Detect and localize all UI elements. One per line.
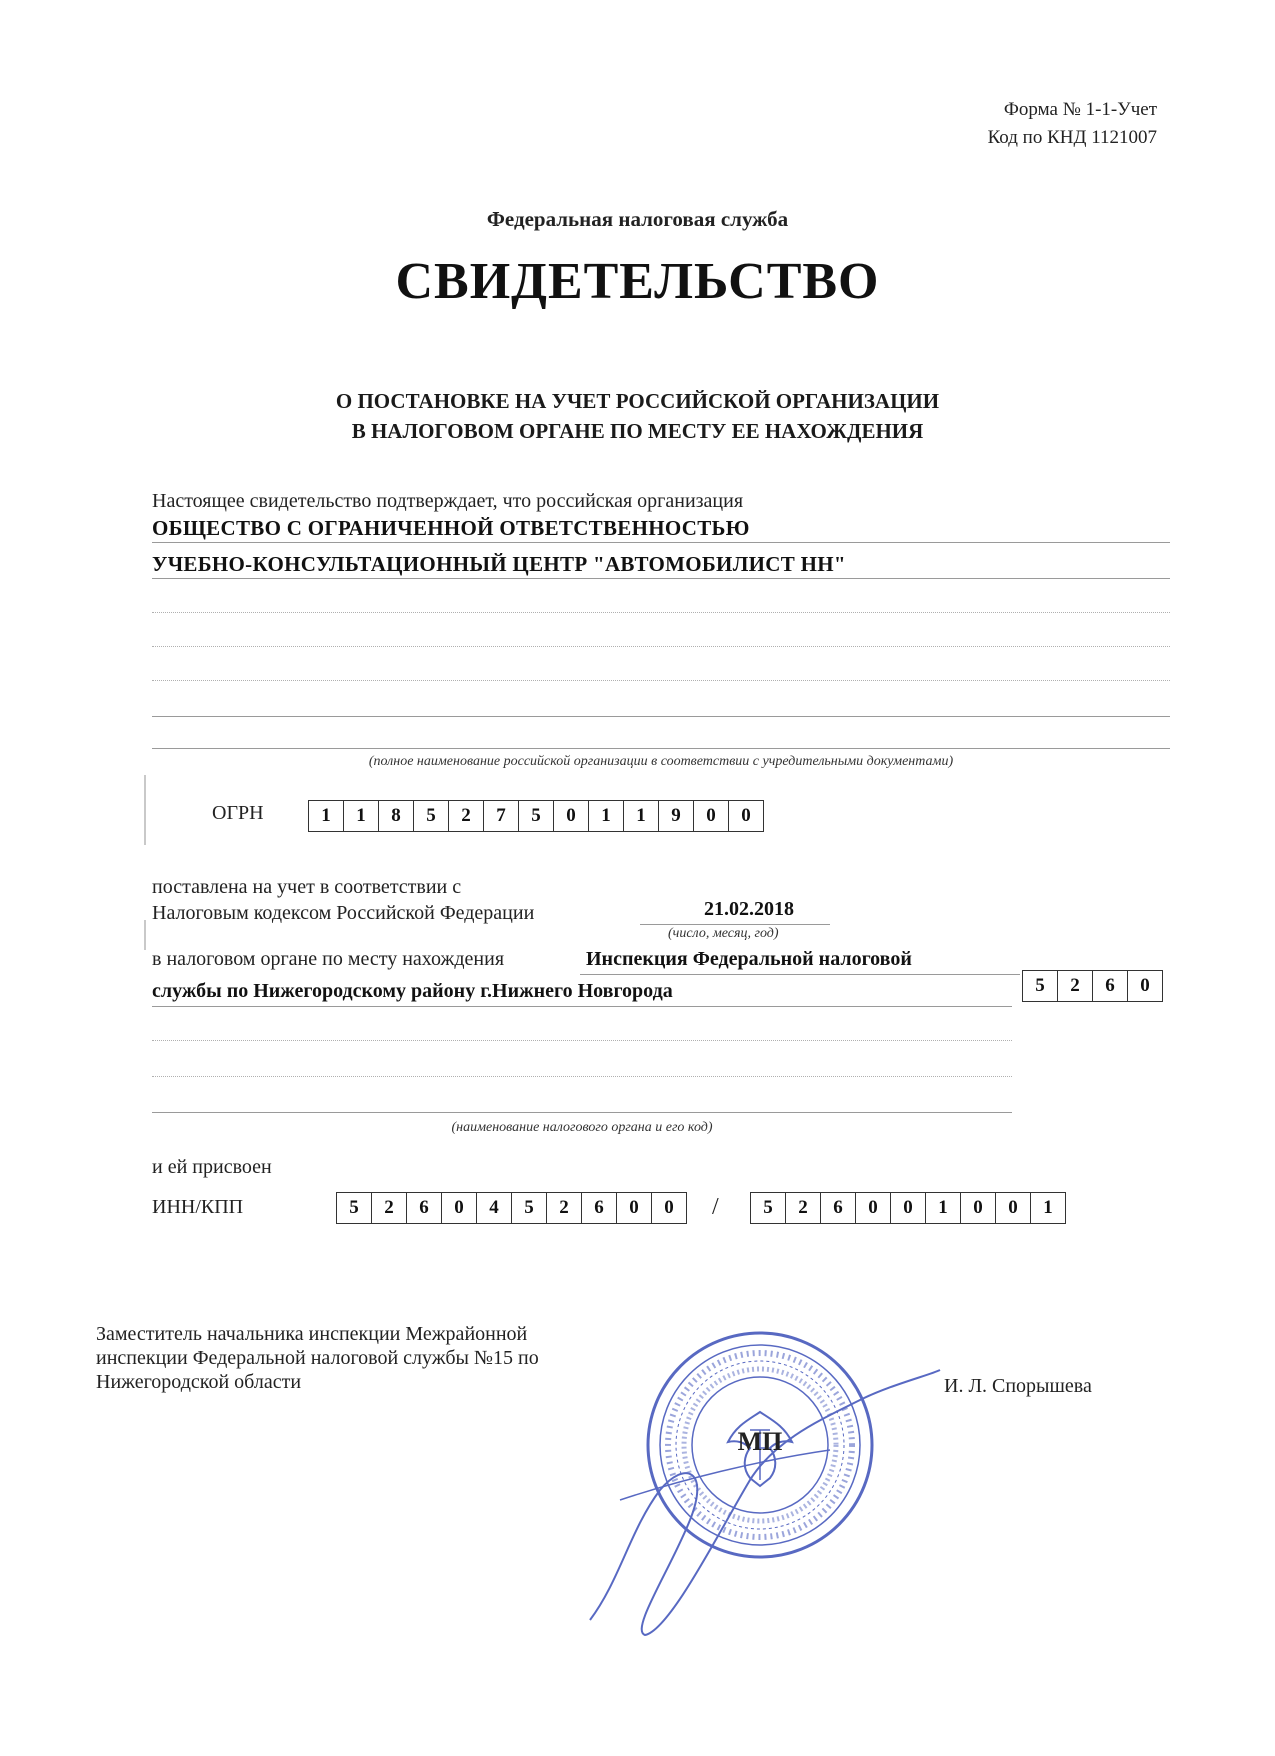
registered-line-2: Налоговым кодексом Российской Федерации	[152, 902, 535, 924]
inn-digit: 0	[664, 1197, 674, 1218]
inn-digit: 2	[547, 1193, 582, 1223]
tax-office-code-digit: 5	[1023, 971, 1058, 1001]
org-name-rule	[152, 542, 1170, 543]
ogrn-digit: 1	[309, 801, 344, 831]
blank-rule	[152, 1040, 1012, 1041]
inn-kpp-separator: /	[712, 1194, 719, 1220]
document-subtitle	[0, 386, 1275, 446]
blank-rule	[152, 1076, 1012, 1077]
caption-rule	[152, 1112, 1012, 1113]
ogrn-digit: 1	[344, 801, 379, 831]
tax-office-code-digit: 2	[1058, 971, 1093, 1001]
org-name-rule	[152, 578, 1170, 579]
inn-digit: 6	[582, 1193, 617, 1223]
tax-office-code-digit: 6	[1093, 971, 1128, 1001]
form-number-block	[988, 96, 1157, 152]
tax-office-prefix: в налоговом органе по месту нахождения	[152, 948, 505, 970]
ogrn-digit: 8	[379, 801, 414, 831]
subtitle-line-2: В НАЛОГОВОМ ОРГАНЕ ПО МЕСТУ ЕЕ НАХОЖДЕНИЯ	[351, 419, 924, 443]
tax-office-caption: (наименование налогового органа и его код)	[451, 1120, 713, 1135]
issuer-name: Федеральная налоговая служба	[486, 207, 789, 231]
ogrn-digit: 5	[414, 801, 449, 831]
inn-digit: 4	[477, 1193, 512, 1223]
inn-digit: 5	[337, 1193, 372, 1223]
position-line-3: Нижегородской области	[96, 1371, 302, 1393]
kpp-digit: 5	[751, 1193, 786, 1223]
scan-margin-mark	[144, 920, 146, 950]
ogrn-digit: 1	[624, 801, 659, 831]
ogrn-digit: 1	[589, 801, 624, 831]
kpp-digit-boxes	[750, 1192, 1066, 1224]
kpp-digit: 1	[926, 1193, 961, 1223]
subtitle-line-1: О ПОСТАНОВКЕ НА УЧЕТ РОССИЙСКОЙ ОРГАНИЗАЦИИ	[335, 389, 940, 413]
blank-rule	[152, 612, 1170, 613]
inn-digit: 0	[442, 1193, 477, 1223]
kpp-digit: 0	[891, 1193, 926, 1223]
org-name-line-2: УЧЕБНО-КОНСУЛЬТАЦИОННЫЙ ЦЕНТР "АВТОМОБИЛИСТ НН"	[152, 552, 846, 576]
ogrn-digit: 9	[659, 801, 694, 831]
ogrn-digit-boxes	[308, 800, 764, 832]
ogrn-digit: 5	[519, 801, 554, 831]
ogrn-digit: 0	[554, 801, 589, 831]
ogrn-label: ОГРН	[212, 802, 264, 824]
inn-kpp-label: ИНН/КПП	[152, 1196, 244, 1218]
ogrn-digit: 2	[449, 801, 484, 831]
ogrn-digit: 0	[741, 805, 751, 826]
signer-name: И. Л. Спорышева	[944, 1375, 1092, 1397]
org-name-caption: (полное наименование российской организации в соответствии с учредительными документами)	[368, 754, 954, 769]
inn-digit: 5	[512, 1193, 547, 1223]
knd-code: Код по КНД 1121007	[987, 127, 1157, 148]
registered-line-1: поставлена на учет в соответствии с	[152, 876, 462, 898]
date-caption: (число, месяц, год)	[668, 926, 779, 941]
stamp-mp-label: МП	[737, 1427, 783, 1456]
tax-office-line-1: Инспекция Федеральной налоговой	[586, 948, 912, 970]
signature-scribble	[590, 1370, 940, 1635]
tax-office-rule	[152, 1006, 1012, 1007]
org-name-line-1: ОБЩЕСТВО С ОГРАНИЧЕННОЙ ОТВЕТСТВЕННОСТЬЮ	[152, 516, 750, 540]
blank-rule	[152, 646, 1170, 647]
tax-office-rule	[580, 974, 1020, 975]
kpp-digit: 0	[996, 1193, 1031, 1223]
tax-office-code-boxes	[1022, 970, 1163, 1002]
inn-digit: 6	[407, 1193, 442, 1223]
kpp-digit: 2	[786, 1193, 821, 1223]
tax-office-code-digit: 0	[1140, 975, 1150, 996]
assigned-label: и ей присвоен	[152, 1156, 272, 1178]
kpp-digit: 6	[821, 1193, 856, 1223]
inn-digit-boxes	[336, 1192, 687, 1224]
ogrn-digit: 0	[694, 801, 729, 831]
inn-digit: 2	[372, 1193, 407, 1223]
registration-date: 21.02.2018	[704, 898, 794, 920]
tax-office-line-2: службы по Нижегородскому району г.Нижнего Новгорода	[152, 980, 673, 1002]
ogrn-digit: 7	[484, 801, 519, 831]
official-stamp	[560, 1330, 980, 1650]
page-title: СВИДЕТЕЛЬСТВО	[395, 253, 880, 310]
inn-digit: 0	[617, 1193, 652, 1223]
position-line-2: инспекции Федеральной налоговой службы №15 по	[96, 1347, 539, 1369]
lead-text: Настоящее свидетельство подтверждает, что российская организация	[152, 490, 744, 512]
position-line-1: Заместитель начальника инспекции Межрайонной	[96, 1323, 528, 1345]
blank-rule	[152, 716, 1170, 717]
form-number: Форма № 1-1-Учет	[1003, 99, 1157, 120]
kpp-digit: 1	[1043, 1197, 1053, 1218]
kpp-digit: 0	[961, 1193, 996, 1223]
kpp-digit: 0	[856, 1193, 891, 1223]
date-rule	[640, 924, 830, 925]
blank-rule	[152, 680, 1170, 681]
caption-rule	[152, 748, 1170, 749]
scan-margin-mark	[144, 775, 146, 845]
